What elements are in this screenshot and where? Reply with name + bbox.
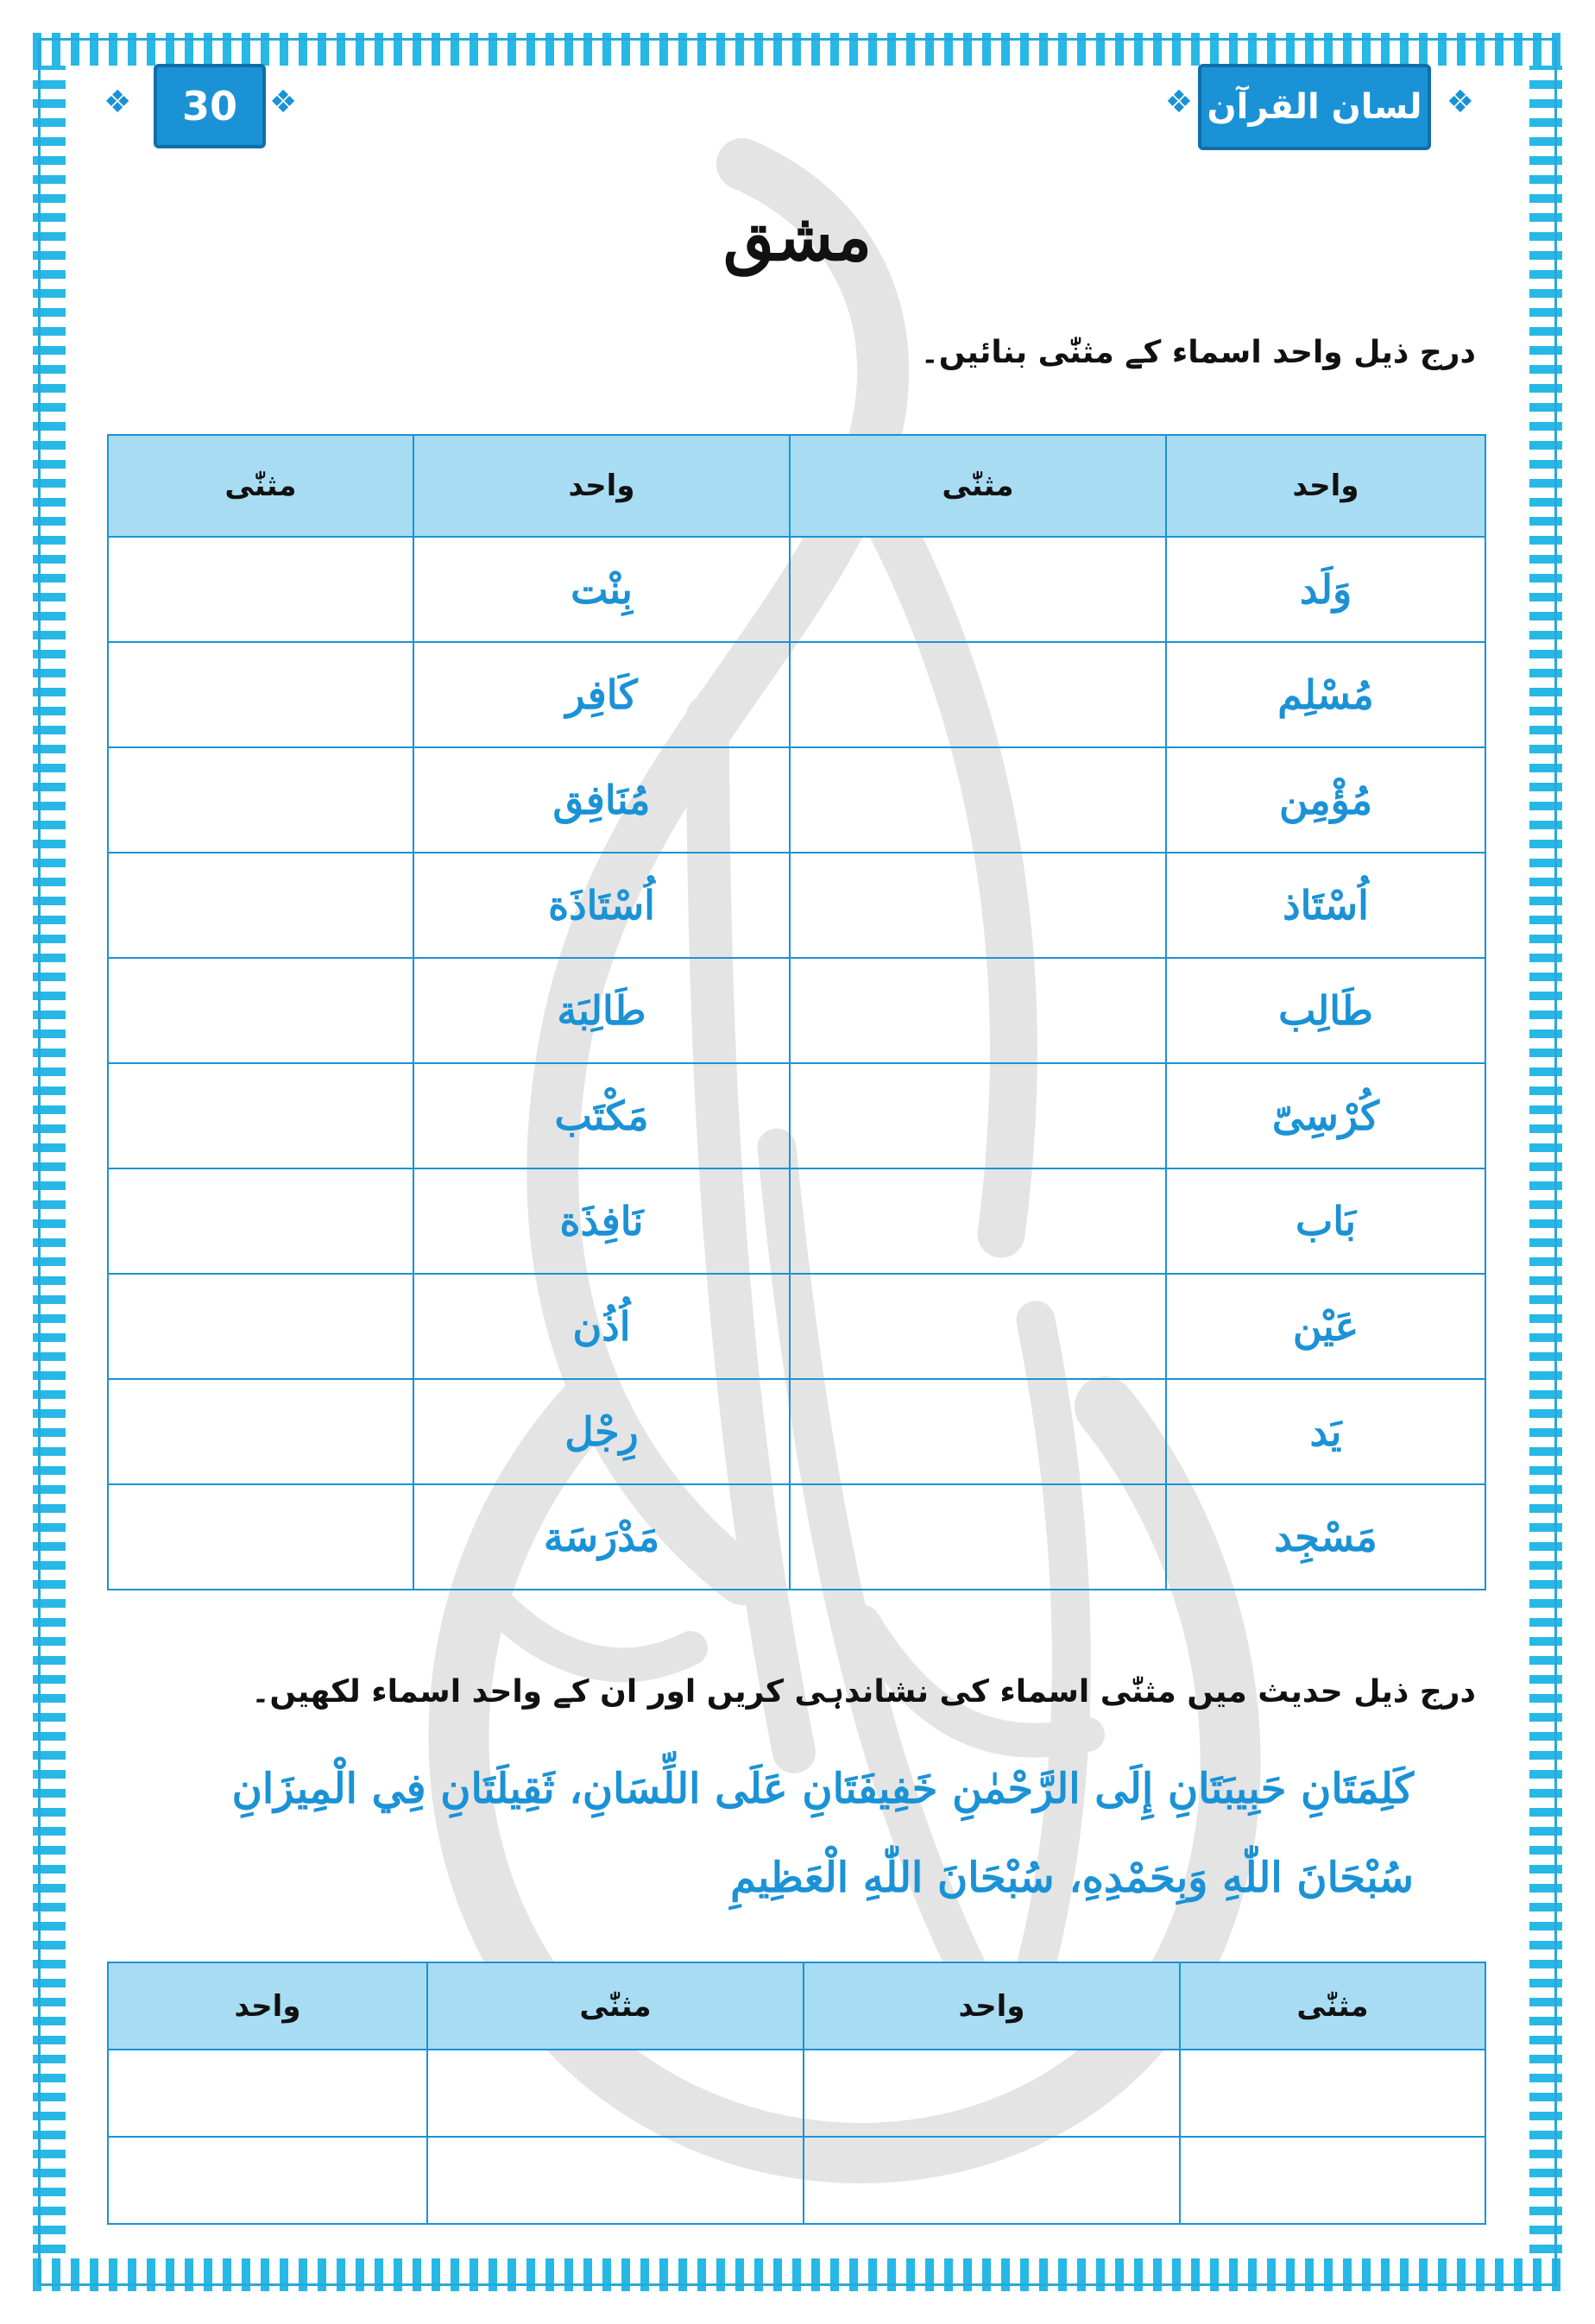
answer-cell[interactable] (790, 853, 1166, 958)
singular-word: طَالِب (1166, 958, 1485, 1063)
col-header-singular: واحد (1166, 435, 1485, 537)
singular-word: کُرْسِیّ (1166, 1063, 1485, 1168)
book-title-badge: لسان القرآن (1198, 64, 1431, 150)
answer-cell[interactable] (790, 958, 1166, 1063)
singular-word: کَافِر (413, 642, 790, 747)
singular-word: مُنَافِق (413, 747, 790, 853)
singular-word: رِجْل (413, 1379, 790, 1484)
col-header-dual: مثنّٰی (1180, 1962, 1485, 2050)
ornament-icon: ❖ (1164, 85, 1193, 120)
answer-cell[interactable] (108, 1168, 413, 1274)
singular-word: بِنْت (413, 537, 790, 642)
answer-cell[interactable] (790, 1063, 1166, 1168)
singular-word: اُسْتَاذَة (413, 853, 790, 958)
singular-word: مُؤْمِن (1166, 747, 1485, 853)
answer-cell[interactable] (790, 537, 1166, 642)
singular-word: یَد (1166, 1379, 1485, 1484)
answer-cell[interactable] (427, 2050, 804, 2137)
table-row (108, 747, 1485, 853)
answer-cell[interactable] (108, 642, 413, 747)
col-header-singular: واحد (108, 1962, 427, 2050)
answer-cell[interactable] (790, 1484, 1166, 1590)
singular-word: مَسْجِد (1166, 1484, 1485, 1590)
exercise1-table (107, 434, 1486, 1590)
table-row (108, 1168, 1485, 1274)
answer-cell[interactable] (108, 2137, 427, 2224)
ornament-icon: ❖ (269, 85, 298, 120)
page-title: مشق (723, 198, 872, 275)
answer-cell[interactable] (804, 2050, 1180, 2137)
table-row (108, 1274, 1485, 1379)
singular-word: طَالِبَة (413, 958, 790, 1063)
table-row (108, 1379, 1485, 1484)
col-header-singular: واحد (413, 435, 790, 537)
answer-cell[interactable] (804, 2137, 1180, 2224)
answer-cell[interactable] (108, 1379, 413, 1484)
answer-cell[interactable] (790, 747, 1166, 853)
table-row (108, 2137, 1485, 2224)
exercise2-table (107, 1962, 1486, 2225)
table-row (108, 2050, 1485, 2137)
singular-word: بَاب (1166, 1168, 1485, 1274)
singular-word: مَدْرَسَة (413, 1484, 790, 1590)
answer-cell[interactable] (427, 2137, 804, 2224)
answer-cell[interactable] (108, 747, 413, 853)
singular-word: مُسْلِم (1166, 642, 1485, 747)
table-row (108, 958, 1485, 1063)
hadith-line: كَلِمَتَانِ حَبِيبَتَانِ إِلَى الرَّحْمٰنِ خَفِيفَتَانِ عَلَى اللِّسَانِ، ثَقِيلَتَانِ فِي الْمِيزَانِ (231, 1765, 1414, 1813)
answer-cell[interactable] (790, 1379, 1166, 1484)
table-row (108, 537, 1485, 642)
singular-word: وَلَد (1166, 537, 1485, 642)
col-header-dual: مثنّٰی (427, 1962, 804, 2050)
hadith-line: سُبْحَانَ اللّٰهِ وَبِحَمْدِهِ، سُبْحَانَ اللّٰهِ الْعَظِيمِ (730, 1854, 1414, 1902)
singular-word: نَافِذَة (413, 1168, 790, 1274)
answer-cell[interactable] (108, 2050, 427, 2137)
exercise1-instruction: درج ذیل واحد اسماء کے مثنّٰی بنائیں۔ (920, 335, 1476, 370)
answer-cell[interactable] (790, 1274, 1166, 1379)
ornament-icon: ❖ (1446, 85, 1474, 120)
singular-word: عَیْن (1166, 1274, 1485, 1379)
answer-cell[interactable] (108, 1063, 413, 1168)
col-header-dual: مثنّٰی (790, 435, 1166, 537)
answer-cell[interactable] (108, 853, 413, 958)
table-row (108, 642, 1485, 747)
table-row (108, 1484, 1485, 1590)
answer-cell[interactable] (108, 537, 413, 642)
ornament-icon: ❖ (104, 85, 132, 120)
answer-cell[interactable] (790, 642, 1166, 747)
col-header-singular: واحد (804, 1962, 1180, 2050)
table-row (108, 853, 1485, 958)
answer-cell[interactable] (790, 1168, 1166, 1274)
answer-cell[interactable] (1180, 2137, 1485, 2224)
answer-cell[interactable] (108, 1274, 413, 1379)
col-header-dual: مثنّٰی (108, 435, 413, 537)
singular-word: مَکْتَب (413, 1063, 790, 1168)
page-number: 30 (154, 64, 266, 148)
singular-word: اُسْتَاذ (1166, 853, 1485, 958)
answer-cell[interactable] (108, 958, 413, 1063)
exercise2-instruction: درج ذیل حدیث میں مثنّٰی اسماء کی نشاندہی کریں اور ان کے واحد اسماء لکھیں۔ (251, 1674, 1476, 1710)
answer-cell[interactable] (1180, 2050, 1485, 2137)
table-row (108, 1063, 1485, 1168)
answer-cell[interactable] (108, 1484, 413, 1590)
singular-word: اُذُن (413, 1274, 790, 1379)
